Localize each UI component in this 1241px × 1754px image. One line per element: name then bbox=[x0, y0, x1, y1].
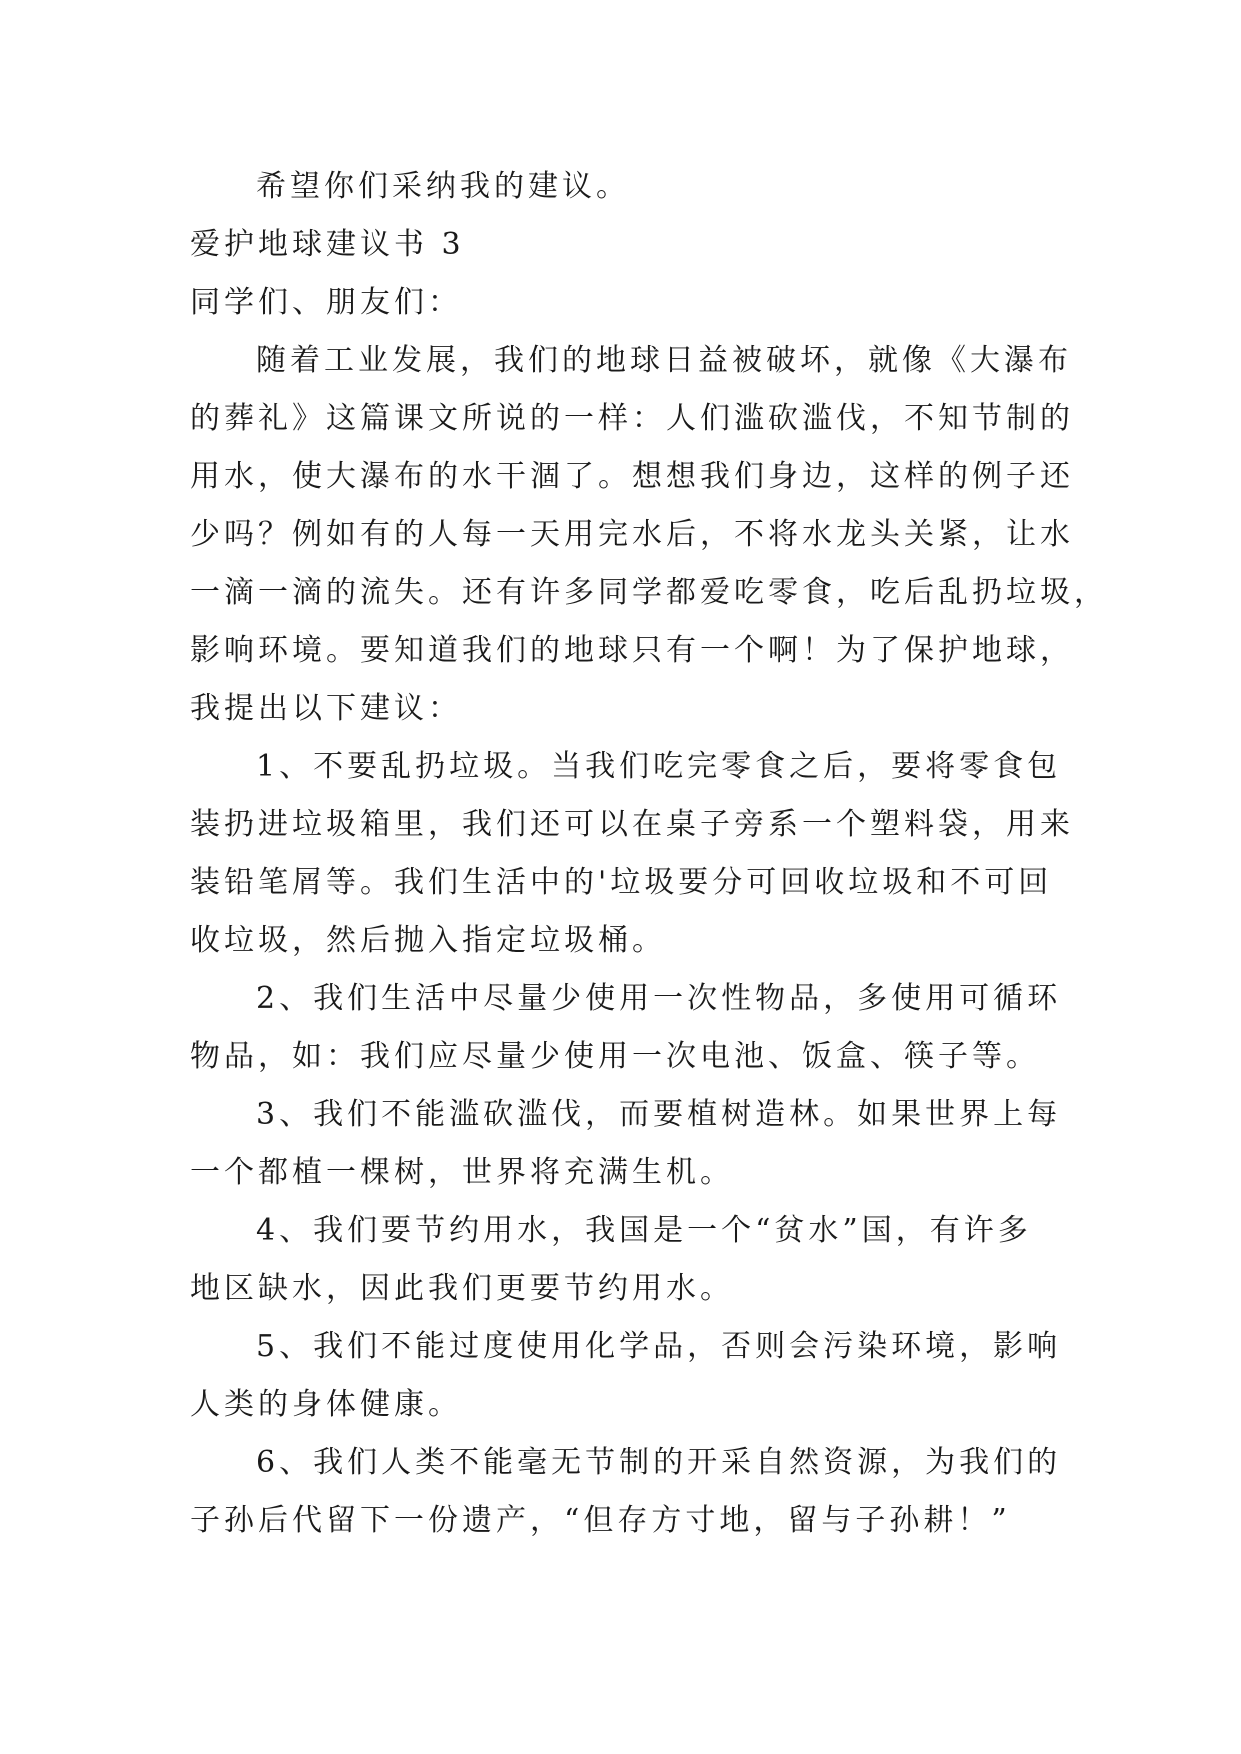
suggestion-1-line-2: 装扔进垃圾箱里，我们还可以在桌子旁系一个塑料袋，用来 bbox=[190, 807, 1074, 842]
suggestion-1-line-4: 收垃圾，然后抛入指定垃圾桶。 bbox=[190, 923, 666, 958]
intro-line-6: 影响环境。要知道我们的地球只有一个啊！为了保护地球， bbox=[190, 633, 1074, 668]
intro-line-1: 随着工业发展，我们的地球日益被破坏，就像《大瀑布 bbox=[256, 343, 1072, 378]
suggestion-4-line-1: 4、我们要节约用水，我国是一个“贫水”国，有许多 bbox=[256, 1213, 1032, 1248]
suggestion-1-line-1: 1、不要乱扔垃圾。当我们吃完零食之后，要将零食包 bbox=[256, 749, 1062, 784]
suggestion-5-line-1: 5、我们不能过度使用化学品，否则会污染环境，影响 bbox=[256, 1329, 1062, 1364]
suggestion-1-line-3: 装铅笔屑等。我们生活中的'垃圾要分可回收垃圾和不可回 bbox=[190, 865, 1053, 900]
suggestion-2-line-2: 物品，如：我们应尽量少使用一次电池、饭盒、筷子等。 bbox=[190, 1039, 1040, 1074]
suggestion-3-line-2: 一个都植一棵树，世界将充满生机。 bbox=[190, 1155, 734, 1190]
intro-line-5: 一滴一滴的流失。还有许多同学都爱吃零食，吃后乱扔垃圾， bbox=[190, 575, 1108, 610]
suggestion-3-line-1: 3、我们不能滥砍滥伐，而要植树造林。如果世界上每 bbox=[256, 1097, 1062, 1132]
section-title: 爱护地球建议书 3 bbox=[190, 227, 465, 262]
intro-line-7: 我提出以下建议： bbox=[190, 691, 462, 726]
closing-line: 希望你们采纳我的建议。 bbox=[256, 169, 630, 204]
document-body bbox=[190, 158, 1108, 1550]
intro-line-4: 少吗？例如有的人每一天用完水后，不将水龙头关紧，让水 bbox=[190, 517, 1074, 552]
suggestion-4-line-2: 地区缺水，因此我们更要节约用水。 bbox=[190, 1271, 734, 1306]
intro-line-3: 用水，使大瀑布的水干涸了。想想我们身边，这样的例子还 bbox=[190, 459, 1074, 494]
intro-line-2: 的葬礼》这篇课文所说的一样：人们滥砍滥伐，不知节制的 bbox=[190, 401, 1074, 436]
suggestion-6-line-2: 子孙后代留下一份遗产，“但存方寸地，留与子孙耕！” bbox=[190, 1503, 1011, 1538]
suggestion-5-line-2: 人类的身体健康。 bbox=[190, 1387, 462, 1422]
suggestion-2-line-1: 2、我们生活中尽量少使用一次性物品，多使用可循环 bbox=[256, 981, 1062, 1016]
suggestion-6-line-1: 6、我们人类不能毫无节制的开采自然资源，为我们的 bbox=[256, 1445, 1062, 1480]
salutation: 同学们、朋友们： bbox=[190, 285, 462, 320]
